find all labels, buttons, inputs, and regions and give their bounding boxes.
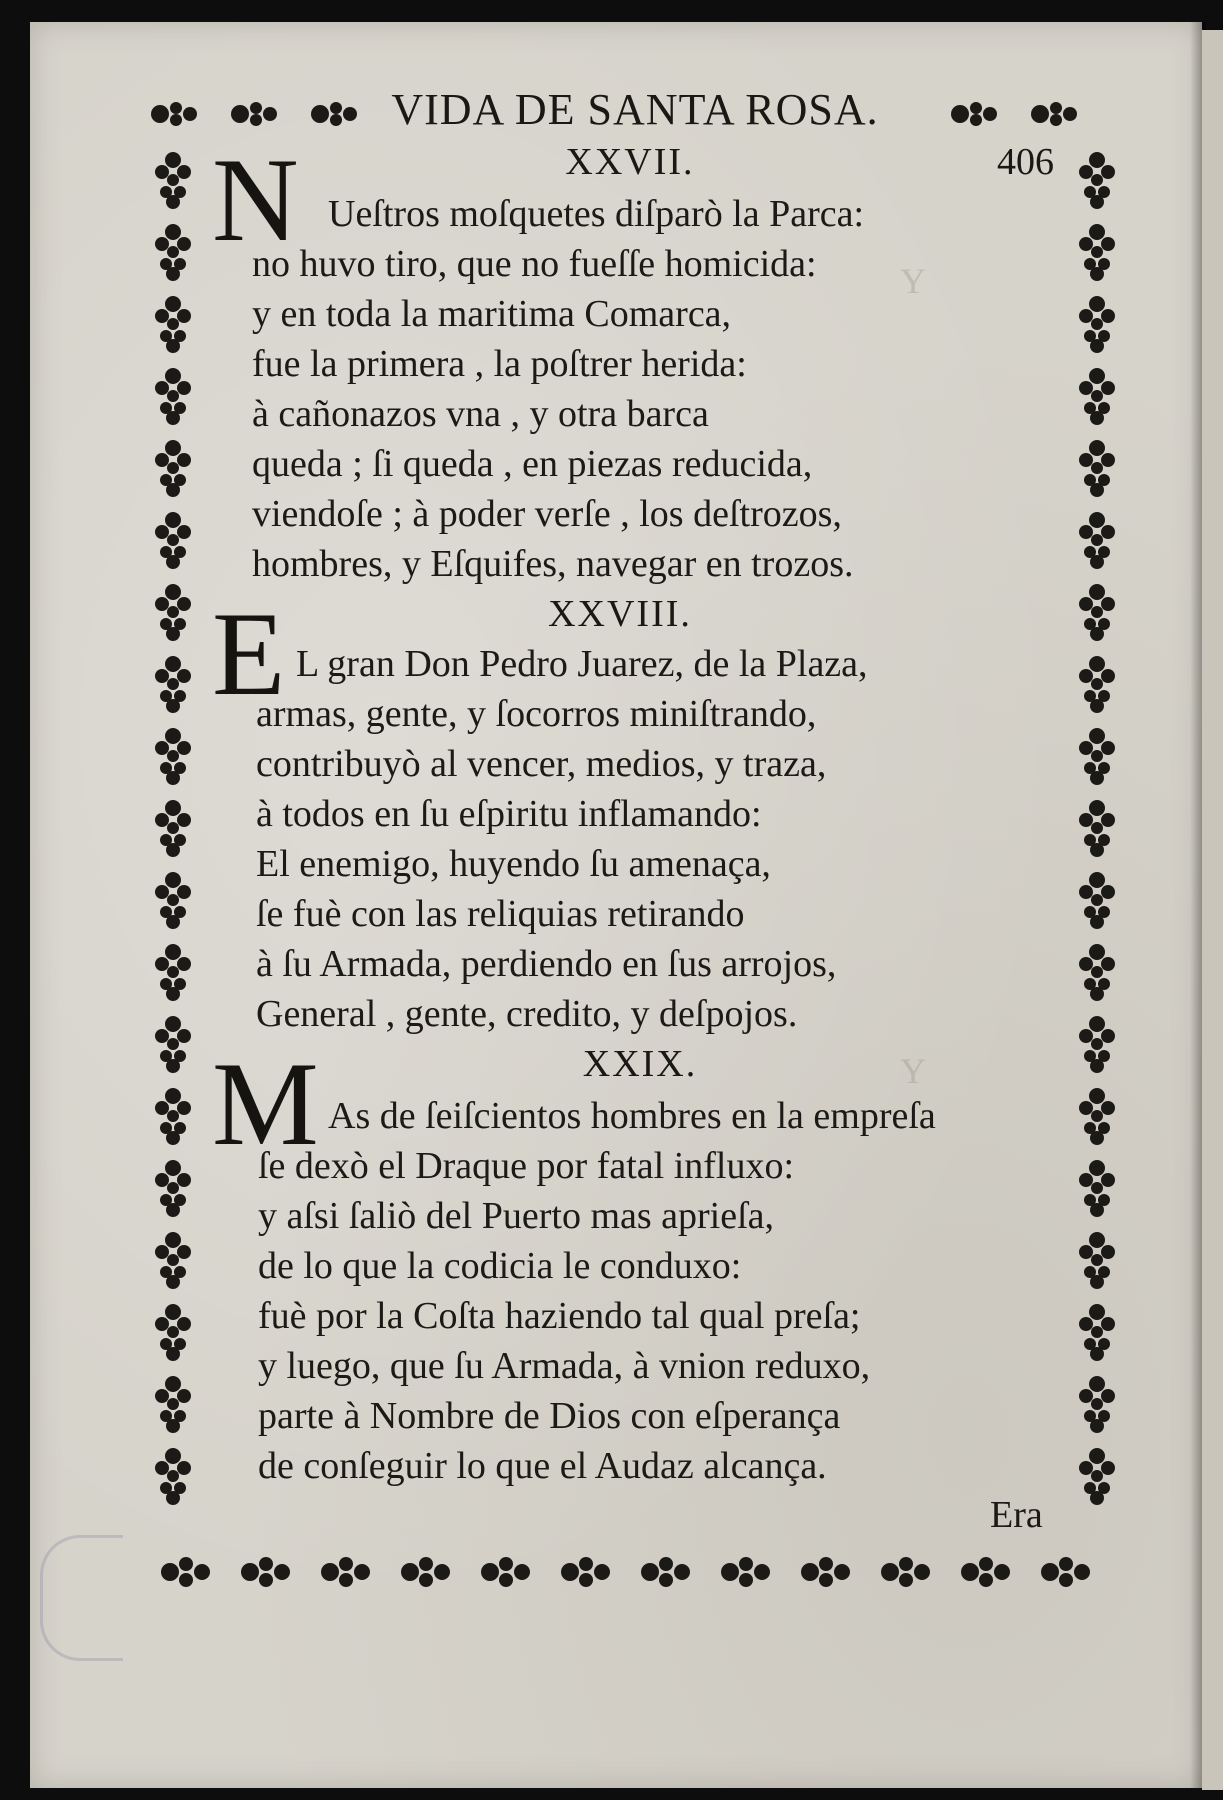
fleuron-icon: [1079, 656, 1115, 713]
fleuron-icon: [721, 1557, 770, 1587]
verse-line: ſe dexò el Draque por fatal influxo:: [258, 1145, 795, 1187]
fleuron-icon: [1079, 368, 1115, 425]
fleuron-icon: [1079, 296, 1115, 353]
fleuron-icon: [1079, 1160, 1115, 1217]
fleuron-icon: [1079, 1232, 1115, 1289]
fleuron-icon: [1079, 872, 1115, 929]
fleuron-icon: [401, 1557, 450, 1587]
verse-line: viendoſe ; à poder verſe , los deſtrozos,: [252, 493, 842, 535]
fleuron-icon: [1031, 102, 1077, 126]
verse-line: armas, gente, y ſocorros miniſtrando,: [256, 693, 817, 735]
fleuron-icon: [155, 224, 191, 281]
verse-line: General , gente, credito, y deſpojos.: [256, 993, 798, 1035]
fleuron-icon: [155, 944, 191, 1001]
fleuron-icon: [231, 102, 277, 126]
fleuron-icon: [155, 1376, 191, 1433]
fleuron-icon: [241, 1557, 290, 1587]
fleuron-icon: [155, 1304, 191, 1361]
verse-line: fue la primera , la poſtrer herida:: [252, 343, 747, 385]
fleuron-icon: [1079, 584, 1115, 641]
fleuron-icon: [1079, 440, 1115, 497]
fleuron-icon: [481, 1557, 530, 1587]
fleuron-icon: [151, 102, 197, 126]
fleuron-icon: [1079, 1448, 1115, 1505]
page-number: 406: [997, 141, 1054, 183]
verse-line: El enemigo, huyendo ſu amenaça,: [256, 843, 771, 885]
verse-line: fuè por la Coſta haziendo tal qual preſa;: [258, 1295, 861, 1337]
fleuron-icon: [1041, 1557, 1090, 1587]
verse-line: parte à Nombre de Dios con eſperança: [258, 1395, 841, 1437]
stanza-number: XXVII.: [565, 141, 695, 183]
verse-line: L gran Don Pedro Juarez, de la Plaza,: [296, 643, 868, 685]
fleuron-icon: [561, 1557, 610, 1587]
library-stamp: [40, 1535, 123, 1661]
fleuron-icon: [961, 1557, 1010, 1587]
drop-capital: E: [212, 587, 286, 720]
fleuron-icon: [155, 1088, 191, 1145]
fleuron-icon: [155, 296, 191, 353]
drop-capital: M: [212, 1037, 319, 1170]
fleuron-icon: [155, 368, 191, 425]
verse-line: de conſeguir lo que el Audaz alcança.: [258, 1445, 827, 1487]
fleuron-icon: [1079, 1376, 1115, 1433]
show-through-text: Y: [900, 1051, 926, 1091]
fleuron-icon: [155, 1232, 191, 1289]
facing-page-edge: [1202, 30, 1223, 1790]
fleuron-icon: [1079, 152, 1115, 209]
fleuron-icon: [155, 440, 191, 497]
fleuron-icon: [801, 1557, 850, 1587]
fleuron-icon: [881, 1557, 930, 1587]
verse-line: no huvo tiro, que no fueſſe homicida:: [252, 243, 817, 285]
verse-line: ſe fuè con las reliquias retirando: [256, 893, 745, 935]
verse-line: de lo que la codicia le conduxo:: [258, 1245, 742, 1287]
verse-line: y luego, que ſu Armada, à vnion reduxo,: [258, 1345, 871, 1387]
fleuron-icon: [155, 1016, 191, 1073]
verse-line: hombres, y Eſquifes, navegar en trozos.: [252, 543, 854, 585]
verse-line: As de ſeiſcientos hombres en la empreſa: [328, 1095, 936, 1137]
fleuron-icon: [321, 1557, 370, 1587]
fleuron-icon: [1079, 1016, 1115, 1073]
verse-line: à todos en ſu eſpiritu inflamando:: [256, 793, 762, 835]
ornamental-border-right: [1072, 140, 1122, 1560]
fleuron-icon: [1079, 224, 1115, 281]
fleuron-icon: [155, 152, 191, 209]
ornamental-border-bottom: [152, 1550, 1092, 1594]
fleuron-icon: [1079, 944, 1115, 1001]
fleuron-icon: [1079, 1304, 1115, 1361]
fleuron-icon: [155, 1160, 191, 1217]
fleuron-icon: [155, 800, 191, 857]
fleuron-icon: [1079, 800, 1115, 857]
fleuron-icon: [311, 102, 357, 126]
fleuron-icon: [1079, 1088, 1115, 1145]
verse-line: queda ; ſi queda , en piezas reducida,: [252, 443, 813, 485]
verse-line: Ueſtros moſquetes diſparò la Parca:: [328, 193, 865, 235]
fleuron-icon: [155, 728, 191, 785]
verse-line: à cañonazos vna , y otra barca: [252, 393, 709, 435]
running-title: VIDA DE SANTA ROSA.: [391, 85, 879, 134]
verse-line: contribuyò al vencer, medios, y traza,: [256, 743, 827, 785]
stanza-number: XXVIII.: [548, 593, 692, 635]
fleuron-icon: [1079, 728, 1115, 785]
fleuron-icon: [155, 584, 191, 641]
fleuron-icon: [1079, 512, 1115, 569]
fleuron-icon: [161, 1557, 210, 1587]
catchword: Era: [990, 1494, 1043, 1536]
fleuron-icon: [641, 1557, 690, 1587]
show-through-text: Y: [900, 261, 926, 301]
fleuron-icon: [155, 872, 191, 929]
verse-line: y aſsi ſaliò del Puerto mas aprieſa,: [258, 1195, 775, 1237]
verse-line: à ſu Armada, perdiendo en ſus arrojos,: [256, 943, 837, 985]
fleuron-icon: [155, 512, 191, 569]
drop-capital: N: [212, 133, 299, 266]
fleuron-icon: [951, 102, 997, 126]
stanza-number: XXIX.: [582, 1043, 698, 1085]
fleuron-icon: [155, 656, 191, 713]
fleuron-icon: [155, 1448, 191, 1505]
ornamental-border-left: [148, 140, 198, 1540]
verse-line: y en toda la maritima Comarca,: [252, 293, 732, 335]
